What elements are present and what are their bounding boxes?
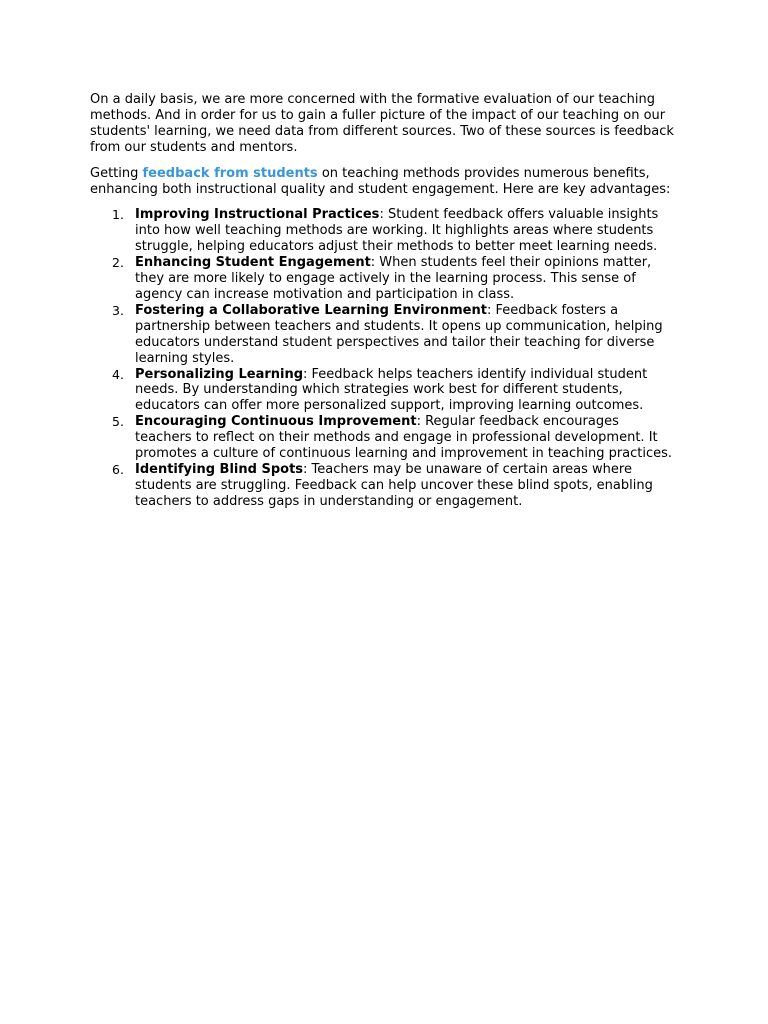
benefits-text-before: Getting	[90, 165, 143, 181]
list-item-number: 2.	[112, 255, 124, 271]
list-item-text: : When students feel their opinions matter, they are more likely to engage actively in the learning process. This sense of agency can increase motivation and participation in class.	[135, 255, 652, 302]
advantages-list	[90, 207, 676, 509]
list-item-number: 1.	[112, 207, 124, 223]
list-item-text: : Feedback fosters a partnership between teachers and students. It opens up communication, helping educators understand student perspectives and tailor their teaching for diverse learning styles.	[135, 302, 663, 366]
feedback-from-students-link[interactable]: feedback from students	[142, 165, 318, 181]
list-item-number: 5.	[112, 414, 124, 430]
list-item	[90, 462, 676, 510]
list-item-text: : Regular feedback encourages teachers to reflect on their methods and engage in professional development. It promotes a culture of continuous learning and improvement in teaching practices.	[135, 414, 673, 462]
list-item-term: Improving Instructional Practices	[135, 207, 380, 223]
list-item-number: 6.	[112, 461, 124, 477]
list-item-text: : Student feedback offers valuable insights into how well teaching methods are working. It highlights areas where students struggle, helping educators adjust their methods to better meet learning needs.	[135, 207, 659, 255]
list-item	[90, 303, 676, 367]
list-item	[90, 255, 676, 303]
list-item-term: Enhancing Student Engagement	[135, 255, 371, 271]
list-item-number: 3.	[112, 302, 124, 318]
list-item	[90, 414, 676, 462]
list-item-term: Identifying Blind Spots	[135, 461, 304, 477]
list-item-number: 4.	[112, 366, 124, 382]
list-item-text: : Teachers may be unaware of certain areas where students are struggling. Feedback can help uncover these blind spots, enabling teachers to address gaps in understanding or engagement.	[135, 461, 653, 509]
list-item	[90, 207, 676, 255]
document-page	[90, 92, 676, 510]
intro-paragraph: On a daily basis, we are more concerned with the formative evaluation of our teaching methods. And in order for us to gain a fuller picture of the impact of our teaching on our students' learning, we need data from different sources. Two of these sources is feedback from our students and mentors.	[90, 92, 674, 155]
list-item-term: Fostering a Collaborative Learning Environment	[135, 302, 487, 318]
list-item-term: Encouraging Continuous Improvement	[135, 414, 417, 430]
benefits-paragraph	[90, 166, 676, 198]
list-item-term: Personalizing Learning	[135, 366, 304, 382]
list-item-text: : Feedback helps teachers identify individual student needs. By understanding which strategies work best for different students, educators can offer more personalized support, improving learning outcomes.	[135, 366, 648, 414]
benefits-text-after: on teaching methods provides numerous benefits, enhancing both instructional quality and student engagement. Here are key advantages:	[90, 165, 671, 197]
list-item	[90, 367, 676, 415]
